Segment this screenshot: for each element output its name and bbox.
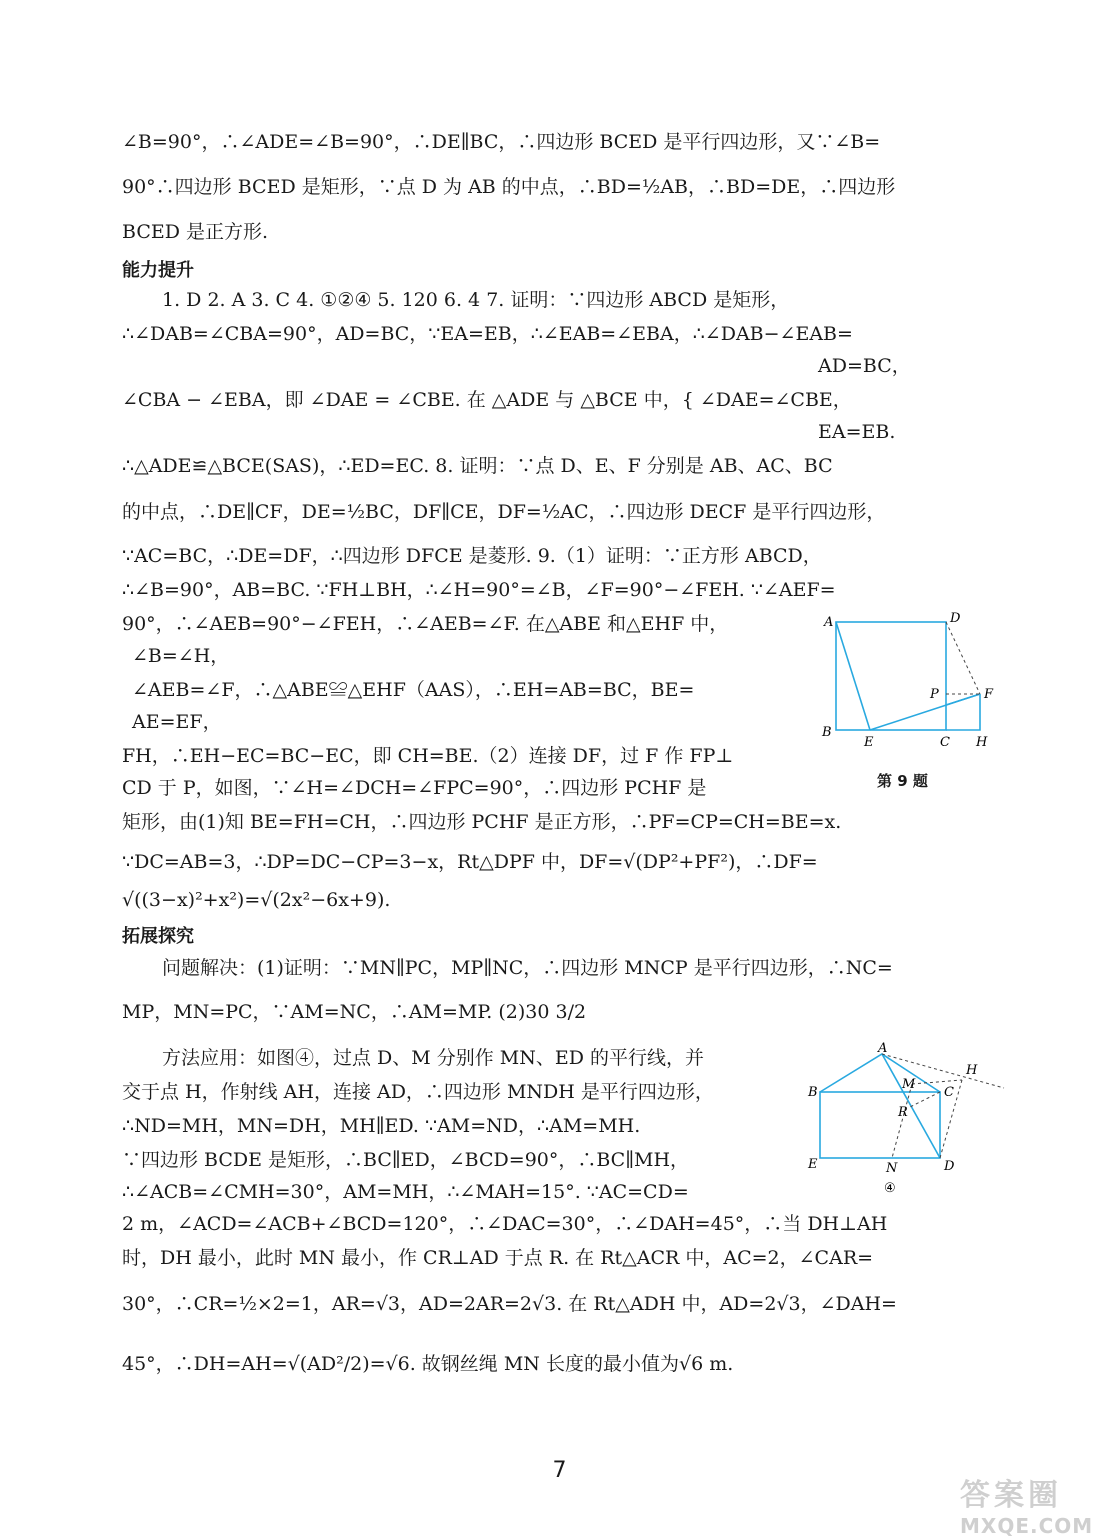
text-line: ∵四边形 BCDE 是矩形，∴BC∥ED，∠BCD=90°，∴BC∥MH， bbox=[122, 1149, 690, 1171]
text-line: ∴∠DAB=∠CBA=90°，AD=BC，∵EA=EB，∴∠EAB=∠EBA，∴∠DAB−∠EAB= bbox=[122, 323, 853, 345]
label-A: A bbox=[824, 615, 834, 630]
text-line: CD 于 P，如图，∵∠H=∠DCH=∠FPC=90°，∴四边形 PCHF 是 bbox=[122, 777, 707, 799]
section-heading-ability: 能力提升 bbox=[122, 260, 194, 281]
watermark-logo: 答案圈 bbox=[960, 1478, 1062, 1513]
text-line: 90°∴四边形 BCED 是矩形，∵点 D 为 AB 的中点，∴BD=½AB，∴BD=DE，∴四边形 bbox=[122, 176, 896, 198]
label-D: D bbox=[950, 611, 961, 626]
label-P: P bbox=[930, 687, 939, 702]
figure-4-caption: ④ bbox=[884, 1181, 896, 1196]
figure-9 bbox=[818, 608, 1008, 758]
text-line: ∵DC=AB=3，∴DP=DC−CP=3−x，Rt△DPF 中，DF=√(DP²+PF²)，∴DF= bbox=[122, 851, 818, 873]
label-H: H bbox=[976, 735, 988, 750]
text-line: ∴ND=MH，MN=DH，MH∥ED. ∵AM=ND，∴AM=MH. bbox=[122, 1115, 641, 1137]
text-line: √((3−x)²+x²)=√(2x²−6x+9). bbox=[122, 889, 391, 911]
text-line: ∴∠ACB=∠CMH=30°，AM=MH，∴∠MAH=15°. ∵AC=CD= bbox=[122, 1181, 689, 1203]
text-line: ∠B=90°，∴∠ADE=∠B=90°，∴DE∥BC，∴四边形 BCED 是平行四边形，又∵∠B= bbox=[122, 131, 881, 153]
text-line: 交于点 H，作射线 AH，连接 AD，∴四边形 MNDH 是平行四边形， bbox=[122, 1081, 714, 1103]
watermark-url: MXQE.COM bbox=[960, 1514, 1094, 1538]
label-B: B bbox=[822, 725, 832, 740]
label-B: B bbox=[808, 1085, 818, 1100]
text-line: 时，DH 最小，此时 MN 最小，作 CR⊥AD 于点 R. 在 Rt△ACR 中，AC=2，∠CAR= bbox=[122, 1247, 874, 1269]
label-E: E bbox=[864, 735, 874, 750]
section-heading-extension: 拓展探究 bbox=[122, 926, 194, 947]
text-line: MP，MN=PC，∵AM=NC，∴AM=MP. (2)30 3/2 bbox=[122, 1001, 587, 1023]
text-line: 方法应用：如图④，过点 D、M 分别作 MN、ED 的平行线，并 bbox=[162, 1047, 705, 1069]
text-line: FH，∴EH−EC=BC−EC，即 CH=BE.（2）连接 DF，过 F 作 FP⊥ bbox=[122, 745, 734, 767]
text-line: 2 m，∠ACD=∠ACB+∠BCD=120°，∴∠DAC=30°，∴∠DAH=45°，∴当 DH⊥AH bbox=[122, 1213, 888, 1235]
text-line: 问题解决：(1)证明：∵MN∥PC，MP∥NC，∴四边形 MNCP 是平行四边形，∴NC= bbox=[162, 957, 893, 979]
text-line: 90°，∴∠AEB=90°−∠FEH，∴∠AEB=∠F. 在△ABE 和△EHF 中， bbox=[122, 613, 729, 635]
label-D: D bbox=[944, 1159, 955, 1174]
text-line: 矩形，由(1)知 BE=FH=CH，∴四边形 PCHF 是正方形，∴PF=CP=CH=BE=x. bbox=[122, 811, 842, 833]
figure-4 bbox=[804, 1040, 1009, 1200]
text-line: ∠CBA − ∠EBA，即 ∠DAE = ∠CBE. 在 △ADE 与 △BCE 中，{ ∠DAE=∠CBE， bbox=[122, 389, 852, 411]
watermark bbox=[960, 1470, 1110, 1538]
label-M: M bbox=[902, 1077, 916, 1092]
text-line: ∴△ADE≌△BCE(SAS)，∴ED=EC. 8. 证明：∵点 D、E、F 分别是 AB、AC、BC bbox=[122, 455, 833, 477]
label-F: F bbox=[984, 687, 994, 702]
text-line: BCED 是正方形. bbox=[122, 221, 269, 243]
label-C: C bbox=[940, 735, 950, 750]
label-A: A bbox=[878, 1041, 888, 1056]
text-line: 30°，∴CR=½×2=1，AR=√3，AD=2AR=2√3. 在 Rt△ADH 中，AD=2√3，∠DAH= bbox=[122, 1293, 897, 1315]
text-line: EA=EB. bbox=[818, 421, 896, 443]
text-line: 的中点，∴DE∥CF，DE=½BC，DF∥CE，DF=½AC，∴四边形 DECF 是平行四边形， bbox=[122, 501, 886, 523]
text-line: ∠B=∠H， bbox=[132, 645, 230, 667]
text-line: ∠AEB=∠F，∴△ABE≌△EHF（AAS），∴EH=AB=BC，BE= bbox=[132, 679, 695, 701]
text-line: ∴∠B=90°，AB=BC. ∵FH⊥BH，∴∠H=90°=∠B，∠F=90°−∠FEH. ∵∠AEF= bbox=[122, 579, 836, 601]
text-line: AD=BC， bbox=[818, 355, 911, 377]
label-C: C bbox=[944, 1085, 954, 1100]
figure-9-caption: 第 9 题 bbox=[877, 772, 928, 790]
text-line: AE=EF， bbox=[132, 711, 222, 733]
label-R: R bbox=[898, 1105, 908, 1120]
text-line: 1. D 2. A 3. C 4. ①②④ 5. 120 6. 4 7. 证明：∵四边形 ABCD 是矩形， bbox=[162, 289, 790, 311]
label-N: N bbox=[886, 1161, 898, 1176]
label-E: E bbox=[808, 1157, 818, 1172]
text-line: ∵AC=BC，∴DE=DF，∴四边形 DFCE 是菱形. 9.（1）证明：∵正方形 ABCD， bbox=[122, 545, 822, 567]
label-H: H bbox=[966, 1063, 978, 1078]
text-line: 45°，∴DH=AH=√(AD²/2)=√6. 故钢丝绳 MN 长度的最小值为√6 m. bbox=[122, 1353, 734, 1375]
page-number: 7 bbox=[552, 1458, 567, 1483]
